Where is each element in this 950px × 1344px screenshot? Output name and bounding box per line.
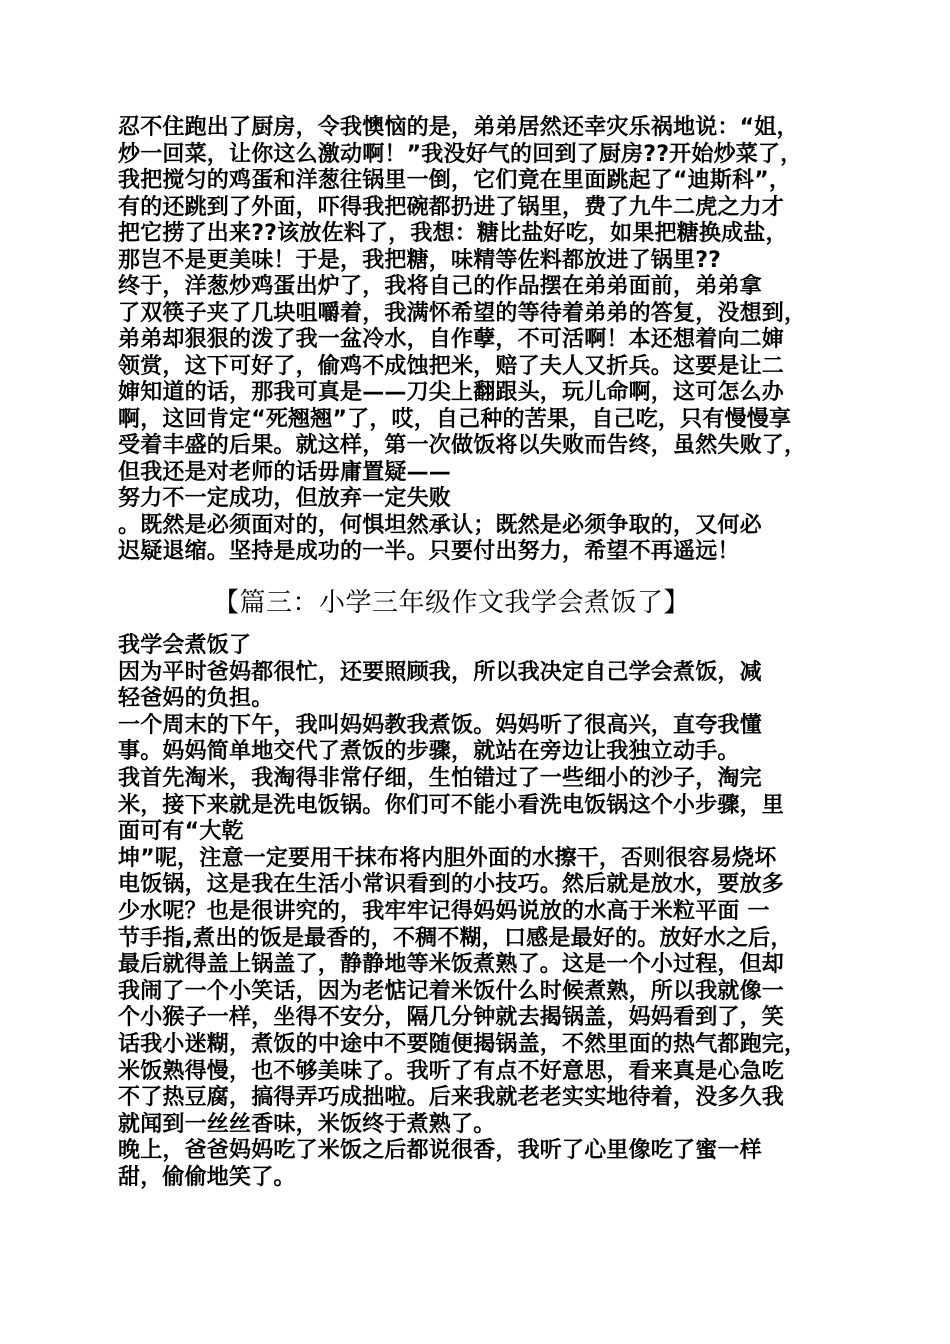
text-line: 晚上，爸爸妈妈吃了米饭之后都说很香，我听了心里像吃了蜜一样 xyxy=(118,1138,762,1164)
text-line: 把它捞了出来??该放佐料了，我想：糖比盐好吃，如果把糖换成盐， xyxy=(118,221,788,246)
text-line: 啊，这回肯定“死翘翘”了，哎，自己种的苦果，自己吃，只有慢慢享 xyxy=(118,406,792,432)
text-line: 迟疑退缩。坚持是成功的一半。只要付出努力，希望不再遥远！ xyxy=(118,539,740,564)
text-line: 努力不一定成功，但放弃一定失败 xyxy=(118,486,452,511)
text-line: 轻爸妈的负担。 xyxy=(118,686,274,712)
text-line: 话我小迷糊，煮饭的中途中不要随便揭锅盖，不然里面的热气都跑完， xyxy=(118,1032,807,1057)
text-line: 节手指,煮出的饭是最香的，不稠不糊，口感是最好的。放好水之后， xyxy=(118,925,793,951)
text-line: 婶知道的话，那我可真是——刀尖上翻跟头，玩儿命啊，这可怎么办 xyxy=(118,380,785,405)
text-line: 但我还是对老师的话毋庸置疑—— xyxy=(118,459,452,485)
text-line: 甜，偷偷地笑了。 xyxy=(118,1165,296,1190)
text-line: 电饭锅，这是我在生活小常识看到的小技巧。然后就是放水，要放多 xyxy=(118,872,785,898)
text-line: 我把搅匀的鸡蛋和洋葱往锅里一倒，它们竟在里面跳起了“迪斯科”， xyxy=(118,168,792,193)
section-heading: 【篇三：小学三年级作文我学会煮饭了】 xyxy=(213,588,691,618)
text-line: 事。妈妈简单地交代了煮饭的步骤，就站在旁边让我独立动手。 xyxy=(118,739,740,765)
text-line: 领赏，这下可好了，偷鸡不成蚀把米，赔了夫人又折兵。这要是让二 xyxy=(118,353,785,379)
text-line: 了双筷子夹了几块咀嚼着，我满怀希望的等待着弟弟的答复，没想到， xyxy=(118,300,807,326)
text-line: 忍不住跑出了厨房，令我懊恼的是，弟弟居然还幸灾乐祸地说：“姐， xyxy=(118,115,799,140)
text-line: 少水呢？也是很讲究的，我牢牢记得妈妈说放的水高于米粒平面 一 xyxy=(118,899,770,924)
text-line: 因为平时爸妈都很忙，还要照顾我，所以我决定自己学会煮饭，减 xyxy=(118,659,762,685)
text-line: 最后就得盖上锅盖了，静静地等米饭煮熟了。这是一个小过程，但却 xyxy=(118,952,785,978)
text-line: 个小猴子一样，坐得不安分，隔几分钟就去揭锅盖，妈妈看到了，笑 xyxy=(118,1005,785,1031)
text-line: 就闻到一丝丝香味，米饭终于煮熟了。 xyxy=(118,1111,496,1137)
text-line: 坤”呢，注意一定要用干抹布将内胆外面的水擦干，否则很容易烧坏 xyxy=(118,845,777,871)
text-line: 。既然是必须面对的，何惧坦然承认；既然是必须争取的，又何必 xyxy=(118,512,762,538)
text-line: 有的还跳到了外面，吓得我把碗都扔进了锅里，费了九牛二虎之力才 xyxy=(118,194,785,220)
text-line: 面可有“大乾 xyxy=(118,819,244,845)
text-line: 那岂不是更美味！于是，我把糖，味精等佐料都放进了锅里?? xyxy=(118,247,722,273)
text-line: 弟弟却狠狠的泼了我一盆冷水，自作孽，不可活啊！本还想着向二婶 xyxy=(118,327,785,352)
text-line: 一个周末的下午，我叫妈妈教我煮饭。妈妈听了很高兴，直夸我懂 xyxy=(118,712,762,738)
text-line: 我学会煮饭了 xyxy=(118,633,252,658)
text-line: 我闹了一个小笑话，因为老惦记着米饭什么时候煮熟，所以我就像一 xyxy=(118,978,785,1004)
text-line: 受着丰盛的后果。就这样，第一次做饭将以失败而告终，虽然失败了， xyxy=(118,433,807,458)
text-line: 米饭熟得慢，也不够美味了。我听了有点不好意思，看来真是心急吃 xyxy=(118,1058,785,1084)
text-line: 终于，洋葱炒鸡蛋出炉了，我将自己的作品摆在弟弟面前，弟弟拿 xyxy=(118,274,762,299)
text-line: 炒一回菜，让你这么激动啊！”我没好气的回到了厨房??开始炒菜了， xyxy=(118,141,803,167)
text-line: 我首先淘米，我淘得非常仔细，生怕错过了一些细小的沙子，淘完 xyxy=(118,766,762,791)
text-line: 米，接下来就是洗电饭锅。你们可不能小看洗电饭锅这个小步骤，里 xyxy=(118,792,785,818)
text-line: 不了热豆腐，搞得弄巧成拙啦。后来我就老老实实地待着，没多久我 xyxy=(118,1085,785,1111)
